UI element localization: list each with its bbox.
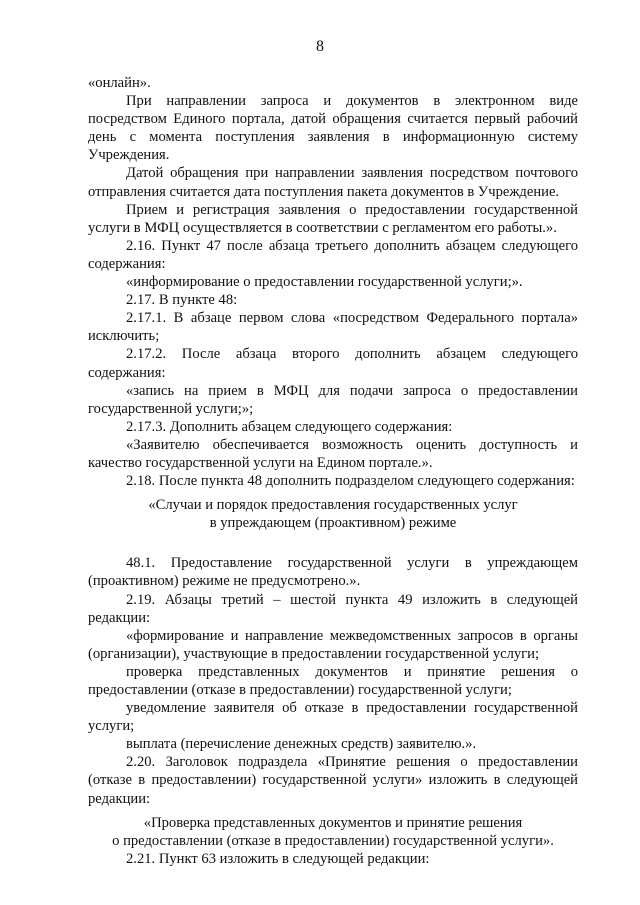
paragraph: «запись на прием в МФЦ для подачи запроса о предоставлении государственной услуги;»; xyxy=(88,382,578,417)
paragraph: выплата (перечисление денежных средств) заявителю.». xyxy=(126,736,477,753)
paragraph: уведомление заявителя об отказе в предоставлении государственной услуги; xyxy=(88,700,578,735)
page-number: 8 xyxy=(316,38,324,55)
paragraph: Датой обращения при направлении заявления посредством почтового отправления считается дата поступления пакета документов в Учреждение. xyxy=(88,165,578,200)
paragraph: 2.18. После пункта 48 дополнить подразделом следующего содержания: xyxy=(126,473,575,490)
heading-line: в упреждающем (проактивном) режиме xyxy=(209,515,457,532)
subsection-heading xyxy=(88,496,578,532)
heading-line: о предоставлении (отказе в предоставлении) государственной услуги». xyxy=(112,832,554,849)
paragraph: «формирование и направление межведомственных запросов в органы (организации), участвующие в предоставлении государственной услуги; xyxy=(88,627,578,662)
paragraph: проверка представленных документов и принятие решения о предоставлении (отказе в предоставлении) государственной услуги; xyxy=(88,663,578,698)
paragraph: «Заявителю обеспечивается возможность оценить доступность и качество государственной услуги на Едином портале.». xyxy=(88,436,578,471)
paragraph: «онлайн». xyxy=(88,75,151,91)
paragraph: 2.17. В пункте 48: xyxy=(126,292,238,309)
paragraph: 2.17.1. В абзаце первом слова «посредством Федерального портала» исключить; xyxy=(88,310,578,345)
paragraph: 2.17.2. После абзаца второго дополнить абзацем следующего содержания: xyxy=(88,346,578,381)
subsection-heading xyxy=(88,814,578,850)
paragraph: 2.19. Абзацы третий – шестой пункта 49 изложить в следующей редакции: xyxy=(88,591,578,626)
paragraph: При направлении запроса и документов в электронном виде посредством Единого портала, датой обращения считается первый рабочий день с момента поступления заявления в информационную систему Учреждения. xyxy=(88,93,578,164)
paragraph: «информирование о предоставлении государственной услуги;». xyxy=(126,274,523,291)
paragraph: 48.1. Предоставление государственной услуги в упреждающем (проактивном) режиме не предусмотрено.». xyxy=(88,555,578,590)
heading-line: «Случаи и порядок предоставления государственных услуг xyxy=(148,497,518,514)
document-body xyxy=(88,74,578,868)
paragraph: 2.16. Пункт 47 после абзаца третьего дополнить абзацем следующего содержания: xyxy=(88,237,578,272)
paragraph: Прием и регистрация заявления о предоставлении государственной услуги в МФЦ осуществляется в соответствии с регламентом его работы.». xyxy=(88,201,578,236)
paragraph: 2.17.3. Дополнить абзацем следующего содержания: xyxy=(126,418,453,435)
heading-line: «Проверка представленных документов и принятие решения xyxy=(143,814,523,831)
paragraph: 2.20. Заголовок подраздела «Принятие решения о предоставлении (отказе в предоставлении) государственной услуги» изложить в следующей редакции: xyxy=(88,754,578,807)
paragraph: 2.21. Пункт 63 изложить в следующей редакции: xyxy=(126,850,430,867)
